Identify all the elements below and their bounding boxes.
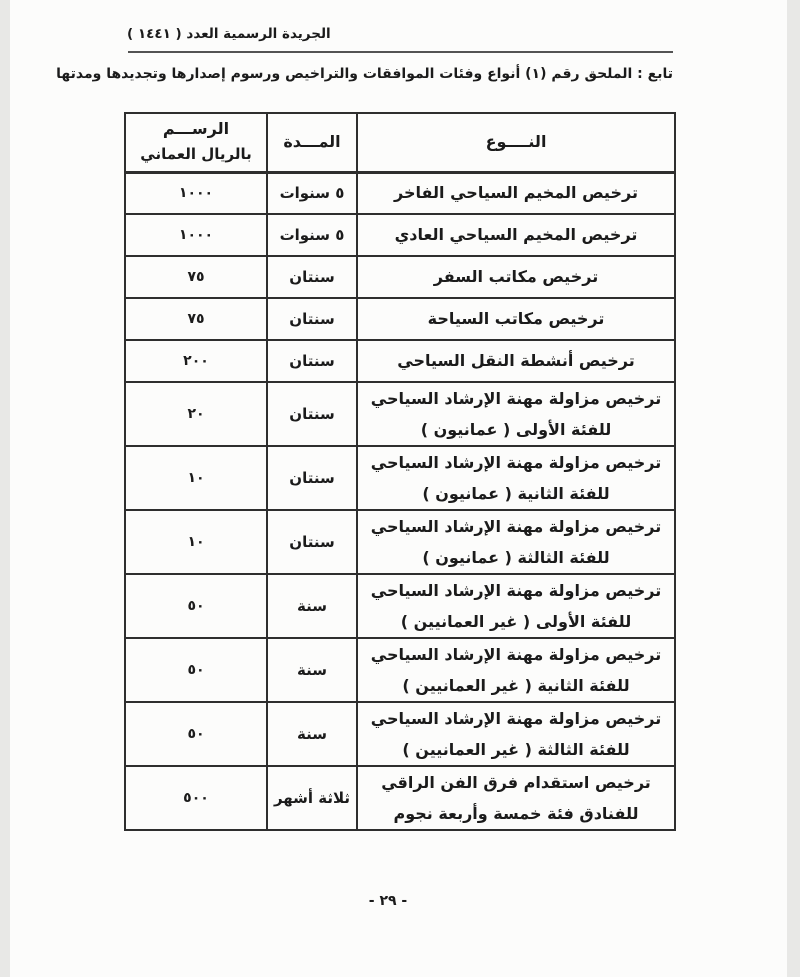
duration-cell: سنة bbox=[267, 574, 357, 638]
fee-header-line1: الرســـم bbox=[162, 119, 230, 139]
duration-cell: ٥ سنوات bbox=[267, 172, 357, 214]
license-type-line1: ترخيص مزاولة مهنة الإرشاد السياحي bbox=[370, 708, 662, 728]
fee-cell: ٥٠ bbox=[125, 638, 267, 702]
header-divider bbox=[128, 51, 673, 53]
license-type-line1: ترخيص مزاولة مهنة الإرشاد السياحي bbox=[370, 516, 662, 536]
scan-edge-right bbox=[787, 0, 800, 977]
license-type-line1: ترخيص مزاولة مهنة الإرشاد السياحي bbox=[370, 580, 662, 600]
fee-cell: ٥٠٠ bbox=[125, 766, 267, 830]
duration-cell: سنة bbox=[267, 638, 357, 702]
page-number: - ٢٩ - bbox=[368, 893, 408, 909]
fee-cell: ١٠ bbox=[125, 446, 267, 510]
fee-cell: ٧٥ bbox=[125, 298, 267, 340]
license-type-line1: ترخيص أنشطة النقل السياحي bbox=[397, 351, 635, 370]
table-row bbox=[125, 638, 675, 702]
license-type-cell bbox=[357, 766, 675, 830]
duration-cell: سنتان bbox=[267, 298, 357, 340]
duration-cell: سنتان bbox=[267, 510, 357, 574]
license-type-line1: ترخيص مكاتب السفر bbox=[433, 267, 599, 286]
scan-edge-left bbox=[0, 0, 10, 977]
license-type-cell bbox=[357, 256, 675, 298]
fee-cell: ٥٠ bbox=[125, 702, 267, 766]
license-type-line1: ترخيص مزاولة مهنة الإرشاد السياحي bbox=[370, 644, 662, 664]
fee-cell: ١٠ bbox=[125, 510, 267, 574]
fee-cell: ٥٠ bbox=[125, 574, 267, 638]
license-type-cell bbox=[357, 340, 675, 382]
license-type-cell bbox=[357, 214, 675, 256]
table-row bbox=[125, 574, 675, 638]
table-row bbox=[125, 298, 675, 340]
license-type-line2: للفئة الثانية ( عمانيون ) bbox=[422, 483, 610, 503]
license-type-line1: ترخيص مزاولة مهنة الإرشاد السياحي bbox=[370, 452, 662, 472]
fee-cell: ٧٥ bbox=[125, 256, 267, 298]
fee-cell: ١٠٠٠ bbox=[125, 214, 267, 256]
fee-header-line2: بالريال العماني bbox=[140, 145, 252, 164]
table-row bbox=[125, 214, 675, 256]
duration-cell: ٥ سنوات bbox=[267, 214, 357, 256]
table-row bbox=[125, 340, 675, 382]
duration-cell: سنتان bbox=[267, 446, 357, 510]
table-row bbox=[125, 382, 675, 446]
license-type-line2: للفئة الأولى ( عمانيون ) bbox=[420, 419, 612, 439]
license-type-cell bbox=[357, 510, 675, 574]
table-row bbox=[125, 446, 675, 510]
duration-cell: ثلاثة أشهر bbox=[267, 766, 357, 830]
gazette-header: الجريدة الرسمية العدد ( ١٤٤١ ) bbox=[127, 26, 331, 42]
license-type-line1: ترخيص مكاتب السياحة bbox=[427, 309, 605, 328]
table-header-row bbox=[125, 113, 675, 172]
license-type-cell bbox=[357, 702, 675, 766]
license-type-cell bbox=[357, 574, 675, 638]
license-fees-table bbox=[124, 112, 676, 831]
license-type-line1: ترخيص استقدام فرق الفن الراقي bbox=[381, 772, 651, 792]
license-type-line1: ترخيص المخيم السياحي الفاخر bbox=[394, 183, 638, 203]
duration-cell: سنتان bbox=[267, 382, 357, 446]
table-row bbox=[125, 766, 675, 830]
license-type-line2: للفئة الثانية ( غير العمانيين ) bbox=[402, 675, 630, 695]
fee-cell: ١٠٠٠ bbox=[125, 172, 267, 214]
annex-continuation-title: تابع : الملحق رقم (١) أنواع وفئات الموافقات والتراخيص ورسوم إصدارها وتجديدها ومدتها bbox=[56, 66, 673, 82]
license-type-cell bbox=[357, 638, 675, 702]
license-type-cell bbox=[357, 382, 675, 446]
license-type-cell bbox=[357, 446, 675, 510]
column-header-type: النــــوع bbox=[357, 113, 675, 172]
fee-cell: ٢٠ bbox=[125, 382, 267, 446]
license-type-line1: ترخيص مزاولة مهنة الإرشاد السياحي bbox=[370, 388, 662, 408]
duration-cell: سنتان bbox=[267, 340, 357, 382]
license-type-cell bbox=[357, 298, 675, 340]
license-type-cell bbox=[357, 172, 675, 214]
license-type-line2: للفئة الثالثة ( غير العمانيين ) bbox=[402, 739, 630, 759]
duration-cell: سنة bbox=[267, 702, 357, 766]
license-type-line2: للفنادق فئة خمسة وأربعة نجوم bbox=[393, 803, 639, 823]
table-row bbox=[125, 256, 675, 298]
table-row bbox=[125, 702, 675, 766]
license-type-line2: للفئة الثالثة ( عمانيون ) bbox=[422, 547, 610, 567]
column-header-fee bbox=[125, 113, 267, 172]
column-header-duration: المـــدة bbox=[267, 113, 357, 172]
duration-cell: سنتان bbox=[267, 256, 357, 298]
table-row bbox=[125, 510, 675, 574]
table-body bbox=[125, 172, 675, 830]
table-row bbox=[125, 172, 675, 214]
license-type-line2: للفئة الأولى ( غير العمانيين ) bbox=[400, 611, 632, 631]
license-type-line1: ترخيص المخيم السياحي العادي bbox=[394, 225, 638, 244]
fee-cell: ٢٠٠ bbox=[125, 340, 267, 382]
